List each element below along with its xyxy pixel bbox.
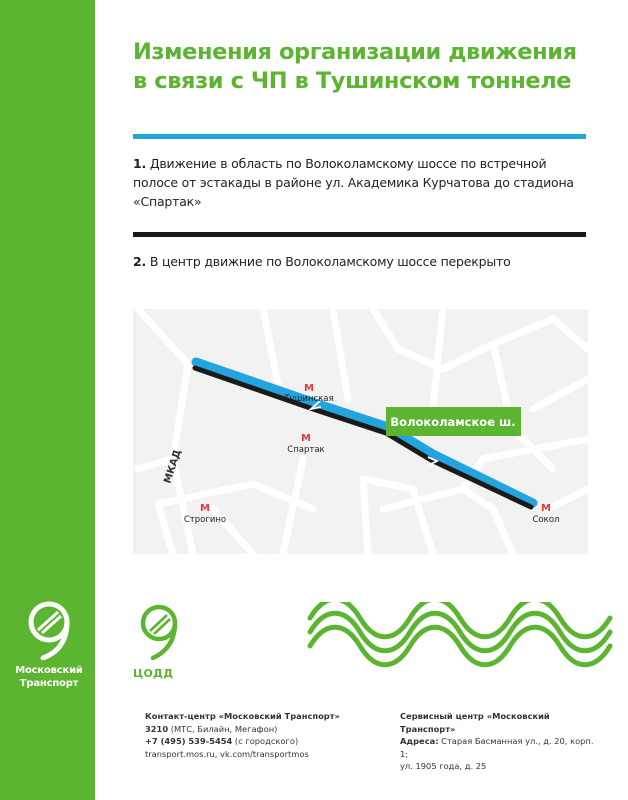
contact-line: +7 (495) 539-5454 (с городского)	[145, 736, 299, 746]
moscow-transport-logo	[14, 600, 84, 690]
brand-sidebar	[0, 0, 95, 800]
item-number: 2.	[133, 254, 147, 269]
station-label: Строгино	[183, 515, 227, 525]
metro-icon: М	[541, 503, 551, 514]
cdd-logo	[133, 603, 193, 680]
metro-icon: М	[200, 503, 210, 514]
road-label: Волоколамское ш.	[390, 415, 516, 429]
title-line2: в связи с ЧП в Тушинском тоннеле	[133, 68, 572, 94]
service-heading: Сервисный центр «Московский Транспорт»	[400, 711, 550, 734]
item-number: 1.	[133, 156, 147, 171]
item-text: В центр движние по Волоколамскому шоссе перекрыто	[149, 254, 511, 269]
cdd-label: ЦОДД	[133, 667, 174, 680]
mkad-label: МКАД	[162, 448, 184, 485]
black-divider	[133, 232, 586, 237]
contact-heading: Контакт-центр «Московский Транспорт»	[145, 711, 340, 721]
brand-name-line2: Транспорт	[19, 678, 79, 689]
page-title	[133, 38, 603, 96]
service-line: Адреса: Старая Басманная ул., д. 20, корп. 1;	[400, 736, 594, 759]
contact-line: 3210 (МТС, Билайн, Мегафон)	[145, 723, 278, 734]
title-line1: Изменения организации движения	[133, 39, 577, 65]
brand-name-line1: Московский	[15, 665, 83, 676]
cdd-nine-icon	[133, 603, 185, 661]
station-label: Спартак	[287, 445, 325, 455]
service-center-info	[400, 710, 600, 773]
nine-logo-icon	[21, 600, 77, 660]
brand-name	[14, 664, 84, 690]
station-label: Сокол	[532, 515, 560, 525]
contact-links[interactable]: transport.mos.ru, vk.com/transportmos	[145, 748, 309, 759]
metro-icon: М	[301, 433, 311, 444]
notice-item-2	[133, 252, 593, 271]
route-map	[133, 309, 588, 554]
station-label: Тушинская	[284, 394, 334, 404]
item-text: Движение в область по Волоколамскому шоссе по встречной полосе от эстакады в районе ул. Академика Курчатова до стадиона «Спартак»	[133, 156, 574, 209]
blue-divider	[133, 134, 586, 139]
service-line: ул. 1905 года, д. 25	[400, 761, 487, 771]
road-label-badge	[386, 407, 521, 436]
metro-icon: М	[304, 383, 314, 394]
contact-center-info	[145, 710, 375, 760]
decorative-waves	[305, 602, 615, 674]
notice-item-1	[133, 154, 593, 211]
